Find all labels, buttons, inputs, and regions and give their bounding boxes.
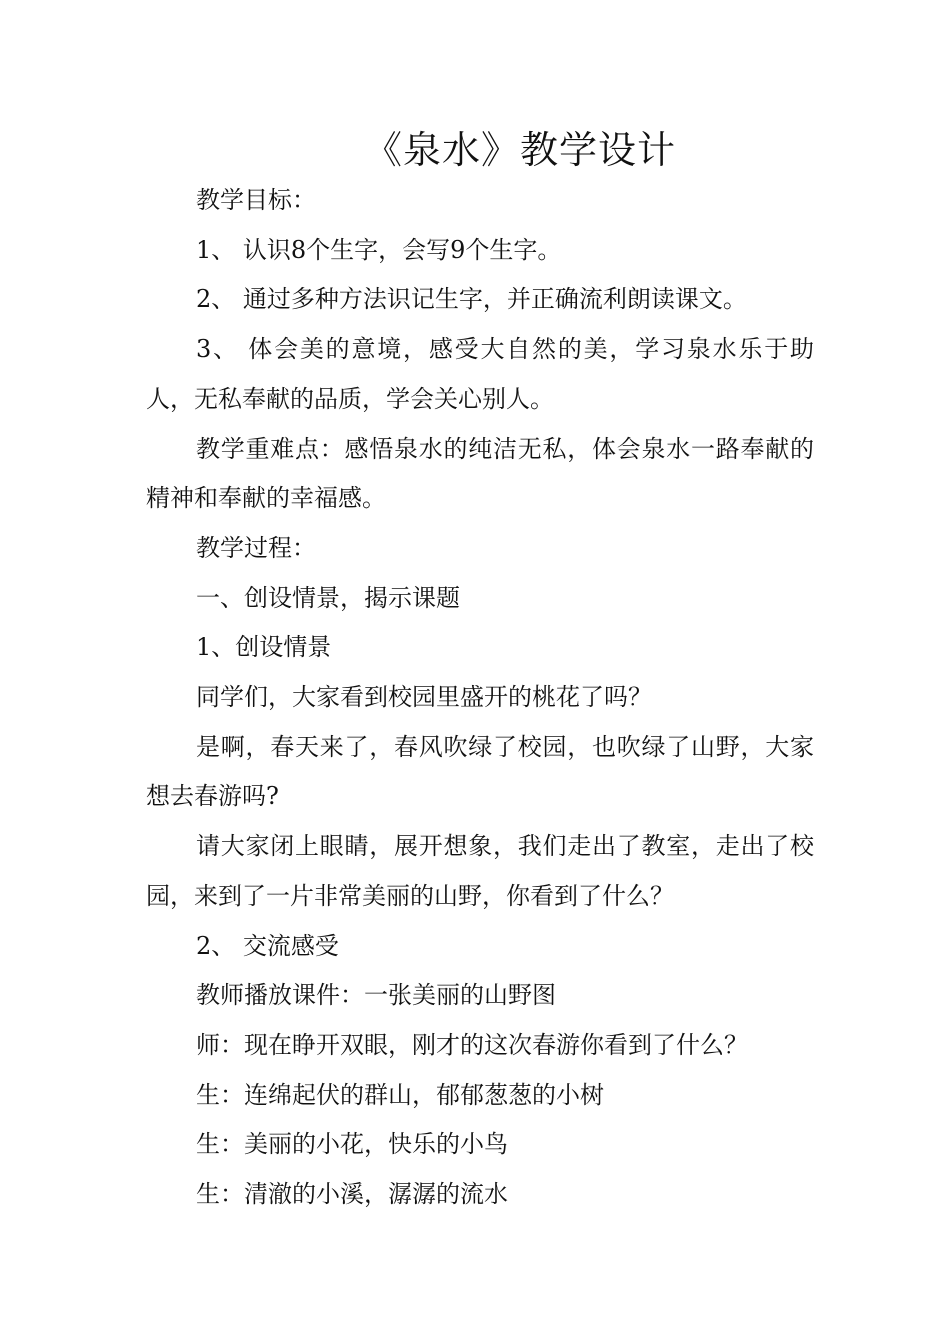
paragraph-objectives-heading: 教学目标： (196, 186, 316, 214)
paragraph-imagine: 请大家闭上眼睛，展开想象，我们走出了教室，走出了校园，来到了一片非常美丽的山野，你看到了什么？ (146, 832, 814, 910)
paragraph-section-1: 一、创设情景，揭示课题 (196, 583, 460, 612)
paragraph-objective-3: 3、 体会美的意境，感受大自然的美，学习泉水乐于助人，无私奉献的品质，学会关心别人。 (146, 335, 814, 413)
paragraph-process-heading: 教学过程： (196, 533, 316, 562)
paragraph-student-answer-3: 生：清澈的小溪，潺潺的流水 (196, 1180, 508, 1209)
document-body (146, 176, 814, 1220)
paragraph-courseware: 教师播放课件：一张美丽的山野图 (196, 981, 556, 1010)
document-title: 《泉水》教学设计 (363, 128, 676, 172)
paragraph-step-1: 1、创设情景 (196, 633, 332, 662)
paragraph-step-2: 2、 交流感受 (196, 931, 339, 960)
paragraph-key-points: 教学重难点：感悟泉水的纯洁无私，体会泉水一路奉献的精神和奉献的幸福感。 (146, 434, 814, 513)
paragraph-objective-2: 2、 通过多种方法识记生字，并正确流利朗读课文。 (196, 285, 747, 314)
paragraph-teacher-question: 师：现在睁开双眼，刚才的这次春游你看到了什么？ (196, 1030, 748, 1059)
paragraph-spring: 是啊，春天来了，春风吹绿了校园，也吹绿了山野，大家想去春游吗? (146, 732, 814, 811)
paragraph-objective-1: 1、 认识8个生字，会写9个生字。 (196, 235, 562, 264)
paragraph-student-answer-1: 生：连绵起伏的群山，郁郁葱葱的小树 (196, 1080, 604, 1109)
paragraph-question-peach: 同学们，大家看到校园里盛开的桃花了吗？ (196, 683, 652, 712)
paragraph-student-answer-2: 生：美丽的小花，快乐的小鸟 (196, 1130, 508, 1159)
